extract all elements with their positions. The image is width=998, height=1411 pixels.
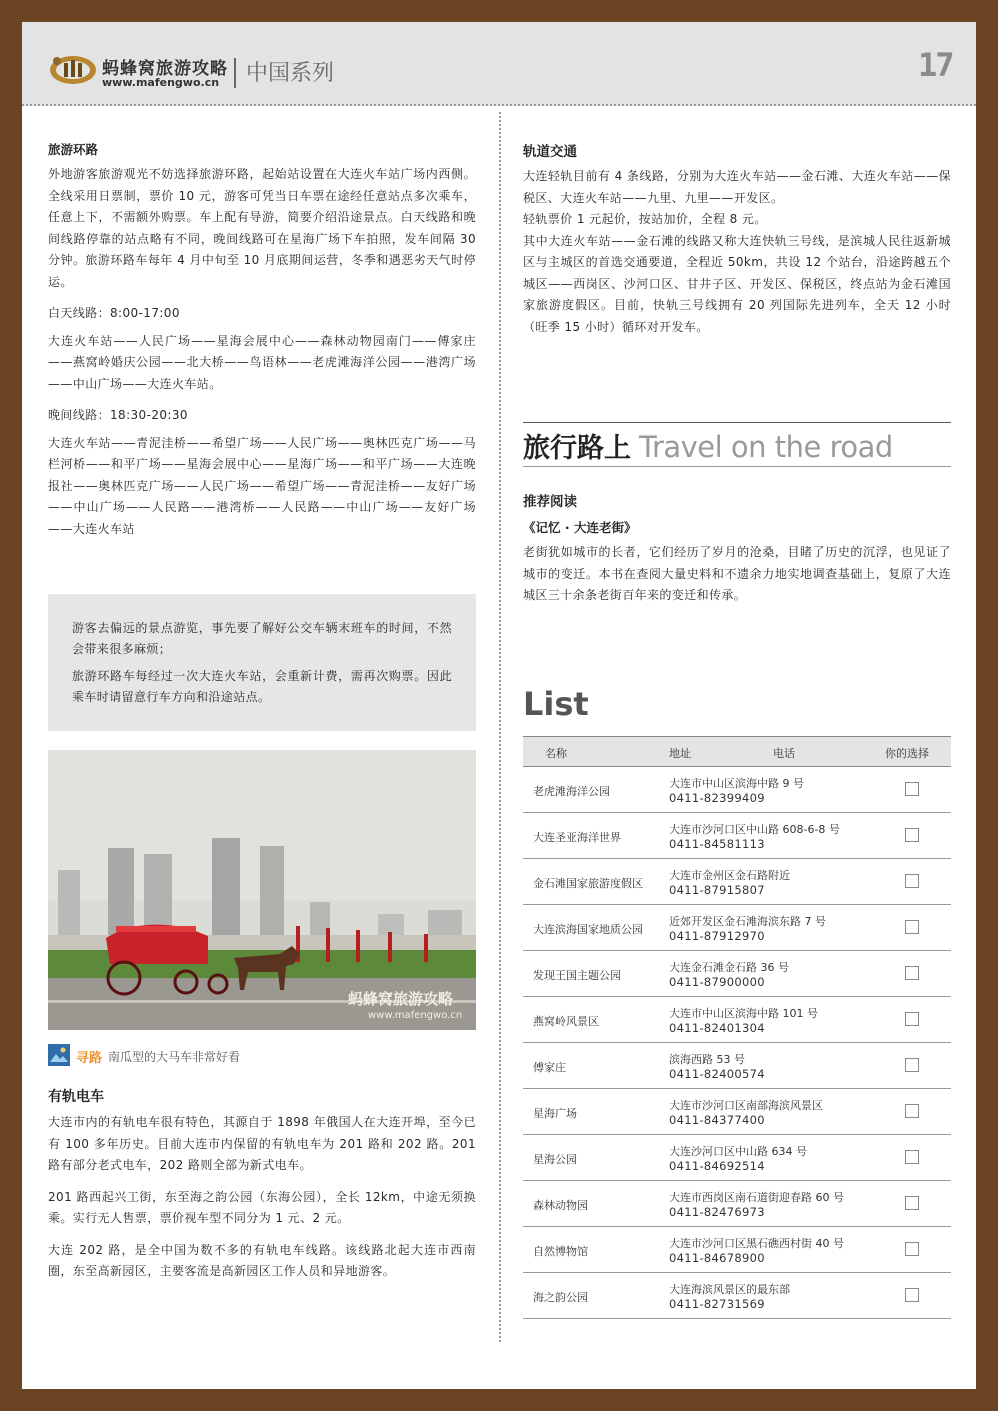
attraction-address: 大连市西岗区南石道街迎春路 60 号 xyxy=(669,1191,844,1204)
mafengwo-logo-icon xyxy=(48,52,98,86)
travel-rule-top xyxy=(523,422,951,423)
night-route: 大连火车站——青泥洼桥——希望广场——人民广场——奥林匹克广场——马栏河桥——和平广场——星海会展中心——星海广场——和平广场——大连晚报社——奥林匹克广场——人民广场——希望广场——青泥洼桥——友好广场——中山广场——人民路——港湾桥——人民路——中山广场——友好广场——大连火车站 xyxy=(48,435,476,536)
attraction-phone: 0411-84581113 xyxy=(669,837,765,851)
page-number: 17 xyxy=(918,46,953,84)
attraction-phone: 0411-84692514 xyxy=(669,1159,765,1173)
travel-title-cn: 旅行路上 xyxy=(523,433,631,464)
tip-line-2: 旅游环路车每经过一次大连火车站，会重新计费，需再次购票。因此乘车时请留意行车方向和沿途站点。 xyxy=(72,669,452,704)
table-row xyxy=(523,767,951,813)
choice-checkbox[interactable] xyxy=(905,874,919,888)
tour-loop-title: 旅游环路 xyxy=(48,142,99,157)
reading-section xyxy=(523,490,951,607)
attraction-name: 星海公园 xyxy=(533,1153,577,1166)
night-route-label: 晚间线路：18:30-20:30 xyxy=(48,408,188,422)
attraction-name: 大连滨海国家地质公园 xyxy=(533,923,643,936)
choice-checkbox[interactable] xyxy=(905,1104,919,1118)
carriage-photo xyxy=(48,750,476,1030)
rail-paragraph-1: 大连轻轨目前有 4 条线路，分别为大连火车站——金石滩、大连火车站——保税区、大连火车站——九里、九里——开发区。 xyxy=(523,169,951,205)
attraction-address: 大连市沙河口区黑石礁西村街 40 号 xyxy=(669,1237,844,1250)
attraction-phone: 0411-82399409 xyxy=(669,791,765,805)
attraction-phone: 0411-87915807 xyxy=(669,883,765,897)
attraction-phone: 0411-82476973 xyxy=(669,1205,765,1219)
table-row xyxy=(523,1181,951,1227)
attraction-address: 大连金石滩金石路 36 号 xyxy=(669,961,789,974)
attraction-name: 燕窝岭风景区 xyxy=(533,1015,599,1028)
header-divider xyxy=(234,58,236,88)
tram-paragraph-2: 201 路西起兴工街，东至海之韵公园（东海公园），全长 12km，中途无须换乘。实行无人售票，票价视车型不同分为 1 元、2 元。 xyxy=(48,1189,476,1225)
table-row xyxy=(523,859,951,905)
table-row xyxy=(523,1135,951,1181)
day-route-label: 白天线路：8:00-17:00 xyxy=(48,306,180,320)
choice-checkbox[interactable] xyxy=(905,828,919,842)
choice-checkbox[interactable] xyxy=(905,1288,919,1302)
choice-checkbox[interactable] xyxy=(905,1150,919,1164)
attraction-address: 大连海滨风景区的最东部 xyxy=(669,1283,790,1296)
attraction-name: 自然博物馆 xyxy=(533,1245,588,1258)
attraction-address: 滨海西路 53 号 xyxy=(669,1053,745,1066)
travel-heading xyxy=(523,426,951,466)
attraction-phone: 0411-87912970 xyxy=(669,929,765,943)
attraction-phone: 0411-84678900 xyxy=(669,1251,765,1265)
table-row xyxy=(523,951,951,997)
reading-book-title: 《记忆 · 大连老街》 xyxy=(523,520,637,535)
choice-checkbox[interactable] xyxy=(905,782,919,796)
attraction-name: 老虎滩海洋公园 xyxy=(533,785,610,798)
table-row xyxy=(523,1043,951,1089)
table-body xyxy=(523,767,951,1319)
page-header xyxy=(22,22,976,106)
choice-checkbox[interactable] xyxy=(905,1196,919,1210)
attraction-phone: 0411-87900000 xyxy=(669,975,765,989)
travel-rule-bottom xyxy=(523,466,951,467)
choice-checkbox[interactable] xyxy=(905,920,919,934)
tour-loop-body: 外地游客旅游观光不妨选择旅游环路，起始站设置在大连火车站广场内西侧。全线采用日票制，票价 10 元，游客可凭当日车票在途经任意站点多次乘车，任意上下，不需额外购票。车上配有导游，简要介绍沿途景点。白天线路和晚间线路停靠的站点略有不同，晚间线路可在星海广场下车拍照，发车间隔 30 分钟。旅游环路车每年 4 月中旬至 10 月底期间运营，冬季和遇恶劣天气时停运。 xyxy=(48,167,476,289)
photo-caption xyxy=(48,1044,476,1066)
table-row xyxy=(523,997,951,1043)
attraction-phone: 0411-82731569 xyxy=(669,1297,765,1311)
attraction-address: 大连市中山区滨海中路 9 号 xyxy=(669,777,804,790)
brand-url: www.mafengwo.cn xyxy=(102,76,220,89)
choice-checkbox[interactable] xyxy=(905,1012,919,1026)
attraction-address: 大连市金州区金石路附近 xyxy=(669,869,790,882)
caption-tag: 寻路 xyxy=(76,1051,103,1066)
attraction-address: 近郊开发区金石滩海滨东路 7 号 xyxy=(669,915,826,928)
brand-name: 蚂蜂窝旅游攻略 xyxy=(102,59,228,79)
attraction-phone: 0411-82400574 xyxy=(669,1067,765,1081)
attraction-name: 傅家庄 xyxy=(533,1061,566,1074)
table-row xyxy=(523,813,951,859)
series-title: 中国系列 xyxy=(246,61,335,86)
rail-paragraph-2: 轻轨票价 1 元起价，按站加价，全程 8 元。 xyxy=(523,212,767,226)
photo-watermark-text: 蚂蜂窝旅游攻略 xyxy=(348,990,454,1008)
landscape-icon xyxy=(48,1044,70,1066)
reading-body: 老街犹如城市的长者，它们经历了岁月的沧桑，目睹了历史的沉浮，也见证了城市的变迁。本书在查阅大量史料和不遗余力地实地调查基础上，复原了大连城区三十余条老街百年来的变迁和传承。 xyxy=(523,545,951,602)
column-divider xyxy=(499,112,501,1342)
right-column xyxy=(523,140,951,1311)
photo-watermark-url: www.mafengwo.cn xyxy=(368,1010,463,1021)
attraction-address: 大连市沙河口区南部海滨风景区 xyxy=(669,1099,823,1112)
rail-paragraph-3: 其中大连火车站——金石滩的线路又称大连快轨三号线，是滨城人民往返新城区与主城区的首选交通要道，全程近 50km，共设 12 个站台，沿途跨越五个城区——西岗区、沙河口区、甘井子区、开发区、保税区，终点站为金石滩国家旅游度假区。目前，快轨三号线拥有 20 列国际先进列车，全天 12 小时（旺季 15 小时）循环对开发车。 xyxy=(523,233,951,334)
attraction-name: 金石滩国家旅游度假区 xyxy=(533,877,643,890)
attraction-name: 海之韵公园 xyxy=(533,1291,588,1304)
page xyxy=(22,22,976,1389)
caption-text: 南瓜型的大马车非常好看 xyxy=(108,1050,241,1064)
attraction-address: 大连市中山区滨海中路 101 号 xyxy=(669,1007,818,1020)
table-row xyxy=(523,1089,951,1135)
attraction-address: 大连市沙河口区中山路 608-6-8 号 xyxy=(669,823,840,836)
attraction-name: 大连圣亚海洋世界 xyxy=(533,831,621,844)
attraction-name: 森林动物园 xyxy=(533,1199,588,1212)
header-name: 名称 xyxy=(545,747,567,760)
left-column xyxy=(48,140,476,1278)
tip-line-1: 游客去偏远的景点游览，事先要了解好公交车辆末班车的时间，不然会带来很多麻烦； xyxy=(72,621,452,656)
tram-paragraph-1: 大连市内的有轨电车很有特色，其源自于 1898 年俄国人在大连开埠，至今已有 100 多年历史。目前大连市内保留的有轨电车为 201 路和 202 路。201 路有部分老式电车，202 路则全部为新式电车。 xyxy=(48,1115,476,1172)
travel-title-en: Travel on the road xyxy=(639,430,893,464)
tram-section xyxy=(48,1086,476,1283)
header-phone: 电话 xyxy=(773,747,795,760)
table-header xyxy=(523,736,951,767)
reading-heading: 推荐阅读 xyxy=(523,494,577,510)
tour-loop-section xyxy=(48,140,476,540)
attraction-name: 星海广场 xyxy=(533,1107,577,1120)
header-address: 地址 xyxy=(669,747,691,760)
table-row xyxy=(523,1273,951,1319)
choice-checkbox[interactable] xyxy=(905,1058,919,1072)
tram-title: 有轨电车 xyxy=(48,1089,104,1105)
table-row xyxy=(523,1227,951,1273)
choice-checkbox[interactable] xyxy=(905,1242,919,1256)
table-row xyxy=(523,905,951,951)
list-title: List xyxy=(523,685,589,723)
day-route: 大连火车站——人民广场——星海会展中心——森林动物园南门——傅家庄——燕窝岭婚庆公园——北大桥——鸟语林——老虎滩海洋公园——港湾广场——中山广场——大连火车站。 xyxy=(48,333,476,391)
rail-section xyxy=(523,140,951,338)
attractions-table xyxy=(523,736,951,1319)
tip-box xyxy=(48,594,476,731)
choice-checkbox[interactable] xyxy=(905,966,919,980)
attraction-phone: 0411-84377400 xyxy=(669,1113,765,1127)
tram-paragraph-3: 大连 202 路，是全中国为数不多的有轨电车线路。该线路北起大连市西南圈，东至高新园区，主要客流是高新园区工作人员和异地游客。 xyxy=(48,1242,476,1278)
attraction-address: 大连沙河口区中山路 634 号 xyxy=(669,1145,807,1158)
attraction-phone: 0411-82401304 xyxy=(669,1021,765,1035)
attraction-name: 发现王国主题公园 xyxy=(533,969,621,982)
header-choice: 你的选择 xyxy=(885,747,929,760)
rail-title: 轨道交通 xyxy=(523,144,577,160)
